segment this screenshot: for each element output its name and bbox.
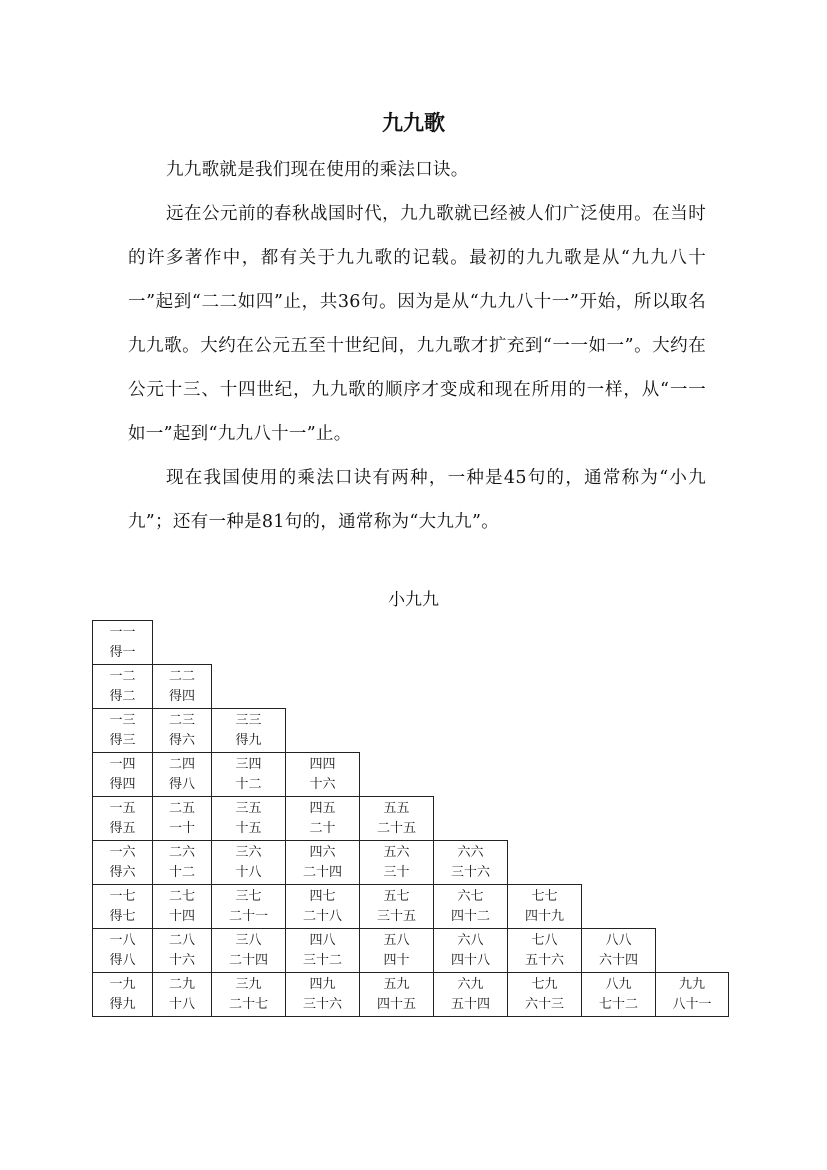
cell-factors: 四七 bbox=[309, 888, 336, 904]
cell-product: 十六 bbox=[168, 952, 195, 968]
cell-product: 四十二 bbox=[450, 908, 490, 924]
table-cell bbox=[211, 972, 286, 1017]
cell-product: 二十 bbox=[309, 820, 336, 836]
table-cell bbox=[433, 884, 508, 929]
table-cell bbox=[92, 928, 153, 973]
cell-product: 七十二 bbox=[598, 996, 638, 1012]
cell-product: 二十四 bbox=[228, 952, 268, 968]
cell-product: 得七 bbox=[109, 908, 136, 924]
table-cell bbox=[507, 928, 582, 973]
table-cell bbox=[285, 796, 360, 841]
cell-factors: 二三 bbox=[168, 712, 195, 728]
table-cell bbox=[92, 840, 153, 885]
cell-product: 二十四 bbox=[302, 864, 342, 880]
cell-factors: 一五 bbox=[109, 800, 136, 816]
cell-factors: 七七 bbox=[531, 888, 558, 904]
table-cell bbox=[359, 928, 434, 973]
table-cell bbox=[92, 752, 153, 797]
table-cell bbox=[211, 928, 286, 973]
cell-product: 得一 bbox=[109, 644, 136, 660]
cell-product: 六十四 bbox=[598, 952, 638, 968]
cell-product: 五十四 bbox=[450, 996, 490, 1012]
table-cell bbox=[507, 972, 582, 1017]
cell-product: 二十五 bbox=[376, 820, 416, 836]
cell-factors: 五七 bbox=[383, 888, 410, 904]
cell-product: 得九 bbox=[109, 996, 136, 1012]
table-cell bbox=[152, 884, 212, 929]
cell-product: 十八 bbox=[168, 996, 195, 1012]
cell-product: 三十六 bbox=[302, 996, 342, 1012]
cell-product: 三十五 bbox=[376, 908, 416, 924]
cell-product: 得八 bbox=[168, 776, 195, 792]
cell-product: 得二 bbox=[109, 688, 136, 704]
table-cell bbox=[92, 664, 153, 709]
cell-factors: 五九 bbox=[383, 976, 410, 992]
table-cell bbox=[285, 928, 360, 973]
cell-factors: 三八 bbox=[235, 932, 262, 948]
cell-factors: 二六 bbox=[168, 844, 195, 860]
table-cell bbox=[359, 972, 434, 1017]
cell-product: 四十八 bbox=[450, 952, 490, 968]
cell-factors: 三七 bbox=[235, 888, 262, 904]
cell-factors: 八九 bbox=[605, 976, 632, 992]
cell-factors: 一三 bbox=[109, 712, 136, 728]
cell-product: 十二 bbox=[168, 864, 195, 880]
cell-factors: 二五 bbox=[168, 800, 195, 816]
cell-factors: 四五 bbox=[309, 800, 336, 816]
table-cell bbox=[211, 752, 286, 797]
cell-product: 十四 bbox=[168, 908, 195, 924]
cell-factors: 二八 bbox=[168, 932, 195, 948]
cell-factors: 三五 bbox=[235, 800, 262, 816]
table-cell bbox=[285, 840, 360, 885]
cell-product: 三十二 bbox=[302, 952, 342, 968]
table-cell bbox=[92, 620, 153, 665]
table-cell bbox=[92, 796, 153, 841]
cell-factors: 二二 bbox=[168, 668, 195, 684]
cell-factors: 一一 bbox=[109, 624, 136, 640]
table-row bbox=[92, 752, 728, 796]
paragraph-history: 远在公元前的春秋战国时代，九九歌就已经被人们广泛使用。在当时的许多著作中，都有关于九九歌的记载。最初的九九歌是从“九九八十一”起到“二二如四”止，共36句。因为是从“九九八十一”开始，所以取名九九歌。大约在公元五至十世纪间，九九歌才扩充到“一一如一”。大约在公元十三、十四世纪，九九歌的顺序才变成和现在所用的一样，从“一一如一”起到“九九八十一”止。 bbox=[128, 204, 706, 444]
table-cell bbox=[433, 840, 508, 885]
cell-product: 二十一 bbox=[228, 908, 268, 924]
cell-product: 三十六 bbox=[450, 864, 490, 880]
cell-product: 十二 bbox=[235, 776, 262, 792]
cell-factors: 四四 bbox=[309, 756, 336, 772]
table-cell bbox=[152, 840, 212, 885]
cell-factors: 一四 bbox=[109, 756, 136, 772]
table-cell bbox=[285, 752, 360, 797]
cell-product: 得九 bbox=[235, 732, 262, 748]
cell-factors: 八八 bbox=[605, 932, 632, 948]
cell-product: 得五 bbox=[109, 820, 136, 836]
cell-factors: 一六 bbox=[109, 844, 136, 860]
table-row bbox=[92, 884, 728, 928]
cell-factors: 二四 bbox=[168, 756, 195, 772]
document-title: 九九歌 bbox=[382, 111, 445, 135]
cell-factors: 三三 bbox=[235, 712, 262, 728]
cell-factors: 一二 bbox=[109, 668, 136, 684]
cell-product: 四十 bbox=[383, 952, 410, 968]
cell-product: 一十 bbox=[168, 820, 195, 836]
cell-factors: 七九 bbox=[531, 976, 558, 992]
table-cell bbox=[433, 928, 508, 973]
cell-factors: 五五 bbox=[383, 800, 410, 816]
cell-factors: 二七 bbox=[168, 888, 195, 904]
cell-factors: 六七 bbox=[457, 888, 484, 904]
cell-factors: 三六 bbox=[235, 844, 262, 860]
cell-factors: 一八 bbox=[109, 932, 136, 948]
cell-product: 得三 bbox=[109, 732, 136, 748]
table-cell bbox=[92, 884, 153, 929]
cell-product: 二十七 bbox=[228, 996, 268, 1012]
cell-factors: 六六 bbox=[457, 844, 484, 860]
table-row bbox=[92, 620, 728, 664]
cell-factors: 二九 bbox=[168, 976, 195, 992]
table-cell bbox=[92, 972, 153, 1017]
paragraph-types: 现在我国使用的乘法口诀有两种，一种是45句的，通常称为“小九九”；还有一种是81句的，通常称为“大九九”。 bbox=[128, 468, 706, 532]
cell-product: 四十九 bbox=[524, 908, 564, 924]
cell-product: 三十 bbox=[383, 864, 410, 880]
cell-product: 得六 bbox=[168, 732, 195, 748]
table-cell bbox=[359, 796, 434, 841]
cell-factors: 五六 bbox=[383, 844, 410, 860]
cell-factors: 四九 bbox=[309, 976, 336, 992]
cell-product: 得四 bbox=[109, 776, 136, 792]
table-cell bbox=[92, 708, 153, 753]
table-cell bbox=[507, 884, 582, 929]
table-row bbox=[92, 928, 728, 972]
table-cell bbox=[211, 840, 286, 885]
table-cell bbox=[581, 972, 656, 1017]
cell-product: 十八 bbox=[235, 864, 262, 880]
cell-product: 八十一 bbox=[672, 996, 712, 1012]
table-cell bbox=[152, 752, 212, 797]
cell-factors: 三九 bbox=[235, 976, 262, 992]
paragraph-intro: 九九歌就是我们现在使用的乘法口诀。 bbox=[166, 160, 469, 180]
table-cell bbox=[433, 972, 508, 1017]
table-cell bbox=[152, 928, 212, 973]
cell-factors: 七八 bbox=[531, 932, 558, 948]
cell-factors: 四六 bbox=[309, 844, 336, 860]
cell-factors: 一九 bbox=[109, 976, 136, 992]
cell-product: 十五 bbox=[235, 820, 262, 836]
table-cell bbox=[285, 972, 360, 1017]
table-cell bbox=[655, 972, 729, 1017]
table-title: 小九九 bbox=[388, 590, 439, 610]
cell-factors: 六八 bbox=[457, 932, 484, 948]
cell-product: 得六 bbox=[109, 864, 136, 880]
cell-factors: 一七 bbox=[109, 888, 136, 904]
table-row bbox=[92, 664, 728, 708]
table-cell bbox=[211, 884, 286, 929]
table-row bbox=[92, 972, 728, 1016]
cell-product: 十六 bbox=[309, 776, 336, 792]
multiplication-table bbox=[92, 620, 728, 1016]
table-cell bbox=[152, 796, 212, 841]
cell-product: 二十八 bbox=[302, 908, 342, 924]
article-body bbox=[128, 148, 706, 544]
table-cell bbox=[581, 928, 656, 973]
cell-factors: 五八 bbox=[383, 932, 410, 948]
cell-product: 得四 bbox=[168, 688, 195, 704]
table-cell bbox=[359, 884, 434, 929]
cell-product: 五十六 bbox=[524, 952, 564, 968]
table-cell bbox=[152, 708, 212, 753]
table-cell bbox=[285, 884, 360, 929]
table-cell bbox=[211, 708, 286, 753]
cell-product: 六十三 bbox=[524, 996, 564, 1012]
cell-product: 四十五 bbox=[376, 996, 416, 1012]
cell-factors: 六九 bbox=[457, 976, 484, 992]
table-cell bbox=[211, 796, 286, 841]
table-cell bbox=[359, 840, 434, 885]
table-cell bbox=[152, 972, 212, 1017]
cell-product: 得八 bbox=[109, 952, 136, 968]
table-cell bbox=[152, 664, 212, 709]
table-row bbox=[92, 796, 728, 840]
cell-factors: 四八 bbox=[309, 932, 336, 948]
cell-factors: 三四 bbox=[235, 756, 262, 772]
table-row bbox=[92, 708, 728, 752]
cell-factors: 九九 bbox=[678, 976, 705, 992]
table-row bbox=[92, 840, 728, 884]
